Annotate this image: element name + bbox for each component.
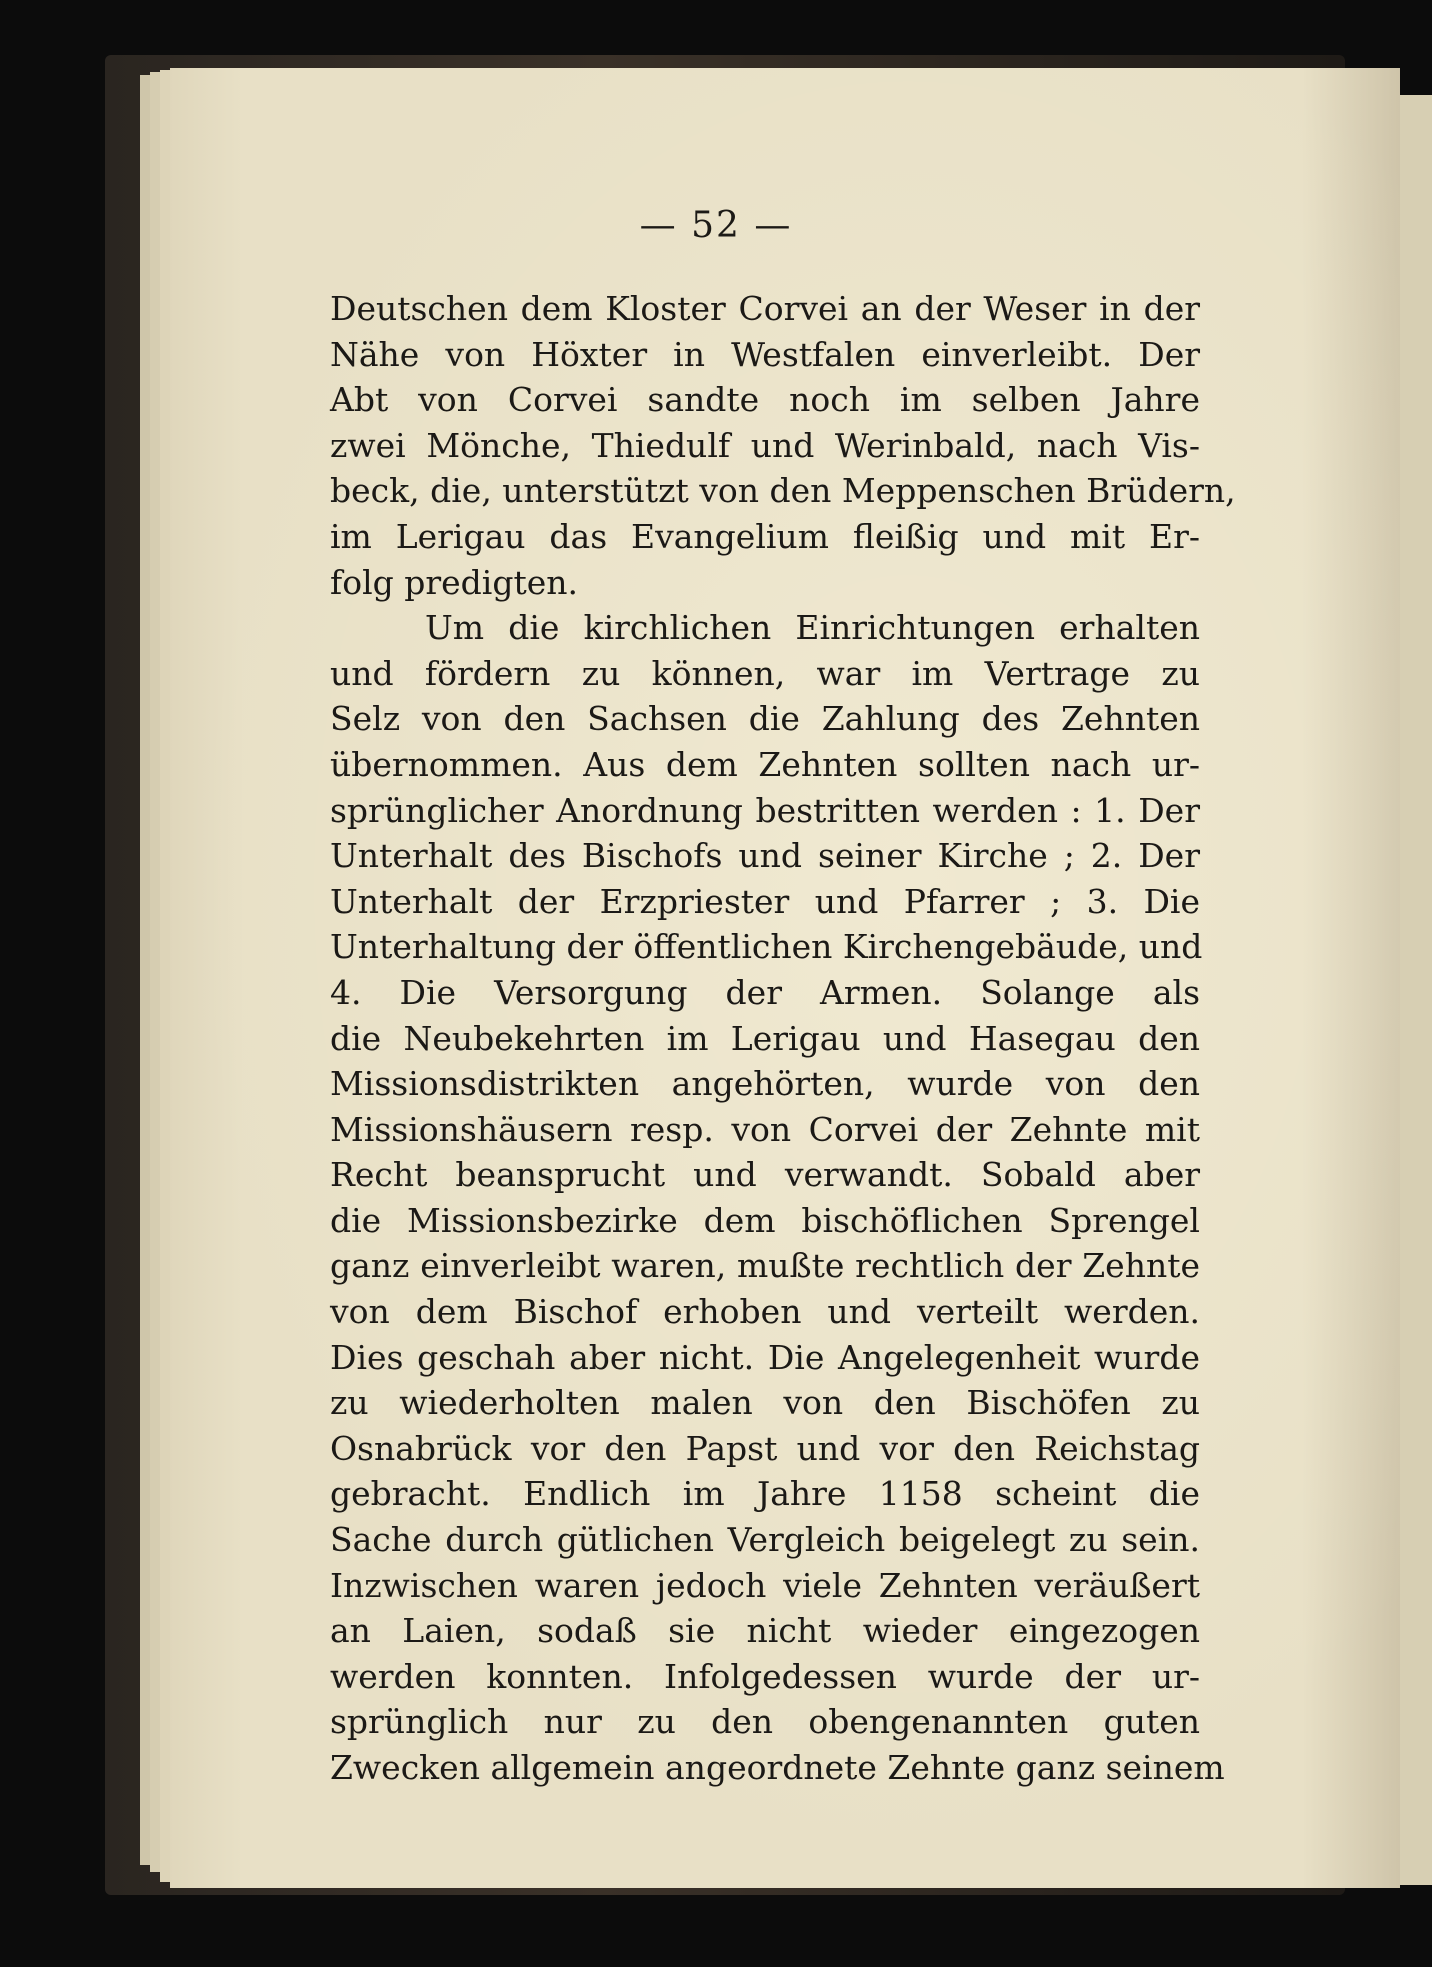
text-line: an Laien, sodaß sie nicht wieder eingezogen	[330, 1611, 1200, 1651]
text-line: Nähe von Höxter in Westfalen einverleibt. Der	[330, 334, 1200, 374]
text-line: Missionshäusern resp. von Corvei der Zehnte mit	[330, 1109, 1200, 1149]
text-line: die Missionsbezirke dem bischöflichen Sprengel	[330, 1200, 1200, 1240]
text-line: sprünglicher Anordnung bestritten werden : 1. Der	[330, 790, 1200, 830]
text-line: Selz von den Sachsen die Zahlung des Zehnten	[330, 699, 1200, 739]
text-line: Missionsdistrikten angehörten, wurde von den	[330, 1064, 1200, 1104]
text-line: Deutschen dem Kloster Corvei an der Weser in der	[330, 289, 1200, 328]
text-line: zwei Mönche, Thiedulf und Werinbald, nach Vis-	[330, 425, 1200, 465]
text-line: im Lerigau das Evangelium fleißig und mit Er-	[330, 516, 1200, 556]
text-line: Recht beansprucht und verwandt. Sobald aber	[330, 1155, 1200, 1195]
text-line: Unterhaltung der öffentlichen Kirchengebäude, und	[330, 927, 1203, 967]
text-line: zu wiederholten malen von den Bischöfen zu	[330, 1383, 1200, 1423]
text-line: von dem Bischof erhoben und verteilt werden.	[330, 1292, 1200, 1332]
text-line: Abt von Corvei sandte noch im selben Jahre	[330, 380, 1200, 420]
text-line: die Neubekehrten im Lerigau und Hasegau den	[330, 1018, 1200, 1058]
text-line: und fördern zu können, war im Vertrage zu	[330, 653, 1200, 693]
text-line: Osnabrück vor den Papst und vor den Reichstag	[330, 1428, 1200, 1468]
text-line: übernommen. Aus dem Zehnten sollten nach ur-	[330, 744, 1200, 784]
text-line: Unterhalt der Erzpriester und Pfarrer ; 3. Die	[330, 881, 1200, 921]
text-line: folg predigten.	[330, 562, 579, 602]
text-line: Um die kirchlichen Einrichtungen erhalten	[425, 608, 1200, 648]
text-line: sprünglich nur zu den obengenannten guten	[330, 1702, 1200, 1742]
text-line: 4. Die Versorgung der Armen. Solange als	[330, 972, 1200, 1012]
text-line: werden konnten. Infolgedessen wurde der ur-	[330, 1656, 1200, 1696]
text-line: Sache durch gütlichen Vergleich beigelegt zu sein.	[330, 1520, 1200, 1560]
text-line: gebracht. Endlich im Jahre 1158 scheint die	[330, 1474, 1200, 1514]
body-text	[330, 286, 1236, 1791]
text-line: Zwecken allgemein angeordnete Zehnte ganz seinem	[330, 1748, 1225, 1787]
text-line: Unterhalt des Bischofs und seiner Kirche ; 2. Der	[330, 836, 1200, 876]
text-line: Inzwischen waren jedoch viele Zehnten veräußert	[330, 1565, 1200, 1605]
page-number: — 52 —	[639, 205, 793, 246]
text-line: beck, die, unterstützt von den Meppenschen Brüdern,	[330, 471, 1236, 511]
text-line: ganz einverleibt waren, mußte rechtlich der Zehnte	[330, 1246, 1200, 1286]
text-line: Dies geschah aber nicht. Die Angelegenheit wurde	[330, 1337, 1200, 1377]
